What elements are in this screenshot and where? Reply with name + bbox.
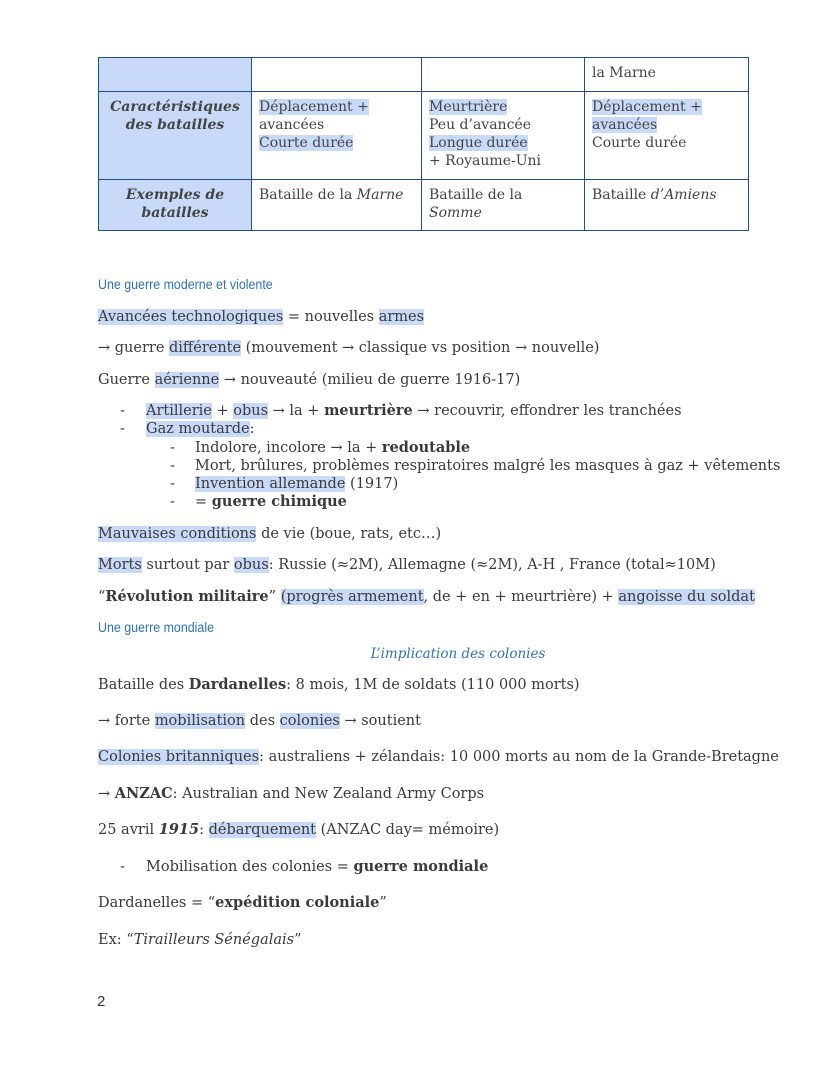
paragraph: Avancées technologiques = nouvelles armes [98,309,425,325]
list-item: - Gaz moutarde: [120,421,255,437]
table-cell [422,58,585,92]
table-cell: la Marne [585,58,749,92]
paragraph: Mauvaises conditions de vie (boue, rats, etc…) [98,526,442,542]
table-cell: Bataille d’Amiens [585,180,749,231]
table-row [99,58,749,92]
paragraph: Ex: “Tirailleurs Sénégalais” [98,932,302,948]
paragraph: Dardanelles = “expédition coloniale” [98,894,387,911]
table-cell: Bataille de la Somme [422,180,585,231]
sub-list-item: - Indolore, incolore → la + redoutable [170,439,471,456]
paragraph: → ANZAC: Australian and New Zealand Army Corps [98,785,485,802]
sub-list-item: - Invention allemande (1917) [170,476,399,492]
bullet-dash: - [120,859,125,875]
table-cell: Bataille de la Marne [252,180,422,231]
paragraph: Colonies britanniques: australiens + zélandais: 10 000 morts au nom de la Grande-Bretagne [98,749,779,765]
table-cell [252,58,422,92]
section-heading: Une guerre moderne et violente [98,277,273,292]
bullet-dash: - [170,494,175,510]
table-row [99,92,749,180]
table-header-cell: Caractéristiques des batailles [99,92,252,180]
table-row [99,180,749,231]
table-cell: Déplacement + avancées Courte durée [252,92,422,180]
table-header-cell [99,58,252,92]
paragraph: → forte mobilisation des colonies → soutient [98,713,421,729]
bullet-dash: - [170,440,175,456]
paragraph: 25 avril 1915: débarquement (ANZAC day= mémoire) [98,821,500,838]
page-number: 2 [97,993,106,1010]
subheading: L’implication des colonies [370,646,546,662]
bullet-dash: - [170,458,175,474]
battles-table [98,57,749,231]
bullet-dash: - [120,421,125,437]
table-cell: Déplacement + avancées Courte durée [585,92,749,180]
section-heading: Une guerre mondiale [98,620,214,635]
sub-list-item: - Mort, brûlures, problèmes respiratoires malgré les masques à gaz + vêtements [170,458,781,474]
list-item: - Artillerie + obus → la + meurtrière → recouvrir, effondrer les tranchées [120,402,682,419]
paragraph: Guerre aérienne → nouveauté (milieu de guerre 1916-17) [98,372,521,388]
table-header-cell: Exemples de batailles [99,180,252,231]
sub-list-item: - = guerre chimique [170,493,347,510]
table-cell: Meurtrière Peu d’avancée Longue durée + Royaume-Uni [422,92,585,180]
bullet-dash: - [170,476,175,492]
bullet-dash: - [120,403,125,419]
paragraph: Bataille des Dardanelles: 8 mois, 1M de soldats (110 000 morts) [98,676,580,693]
paragraph: Morts surtout par obus: Russie (≈2M), Allemagne (≈2M), A-H , France (total≈10M) [98,557,716,573]
list-item: - Mobilisation des colonies = guerre mondiale [120,858,489,875]
paragraph: → guerre différente (mouvement → classique vs position → nouvelle) [98,340,600,356]
paragraph: “Révolution militaire” (progrès armement, de + en + meurtrière) + angoisse du soldat [98,588,755,605]
